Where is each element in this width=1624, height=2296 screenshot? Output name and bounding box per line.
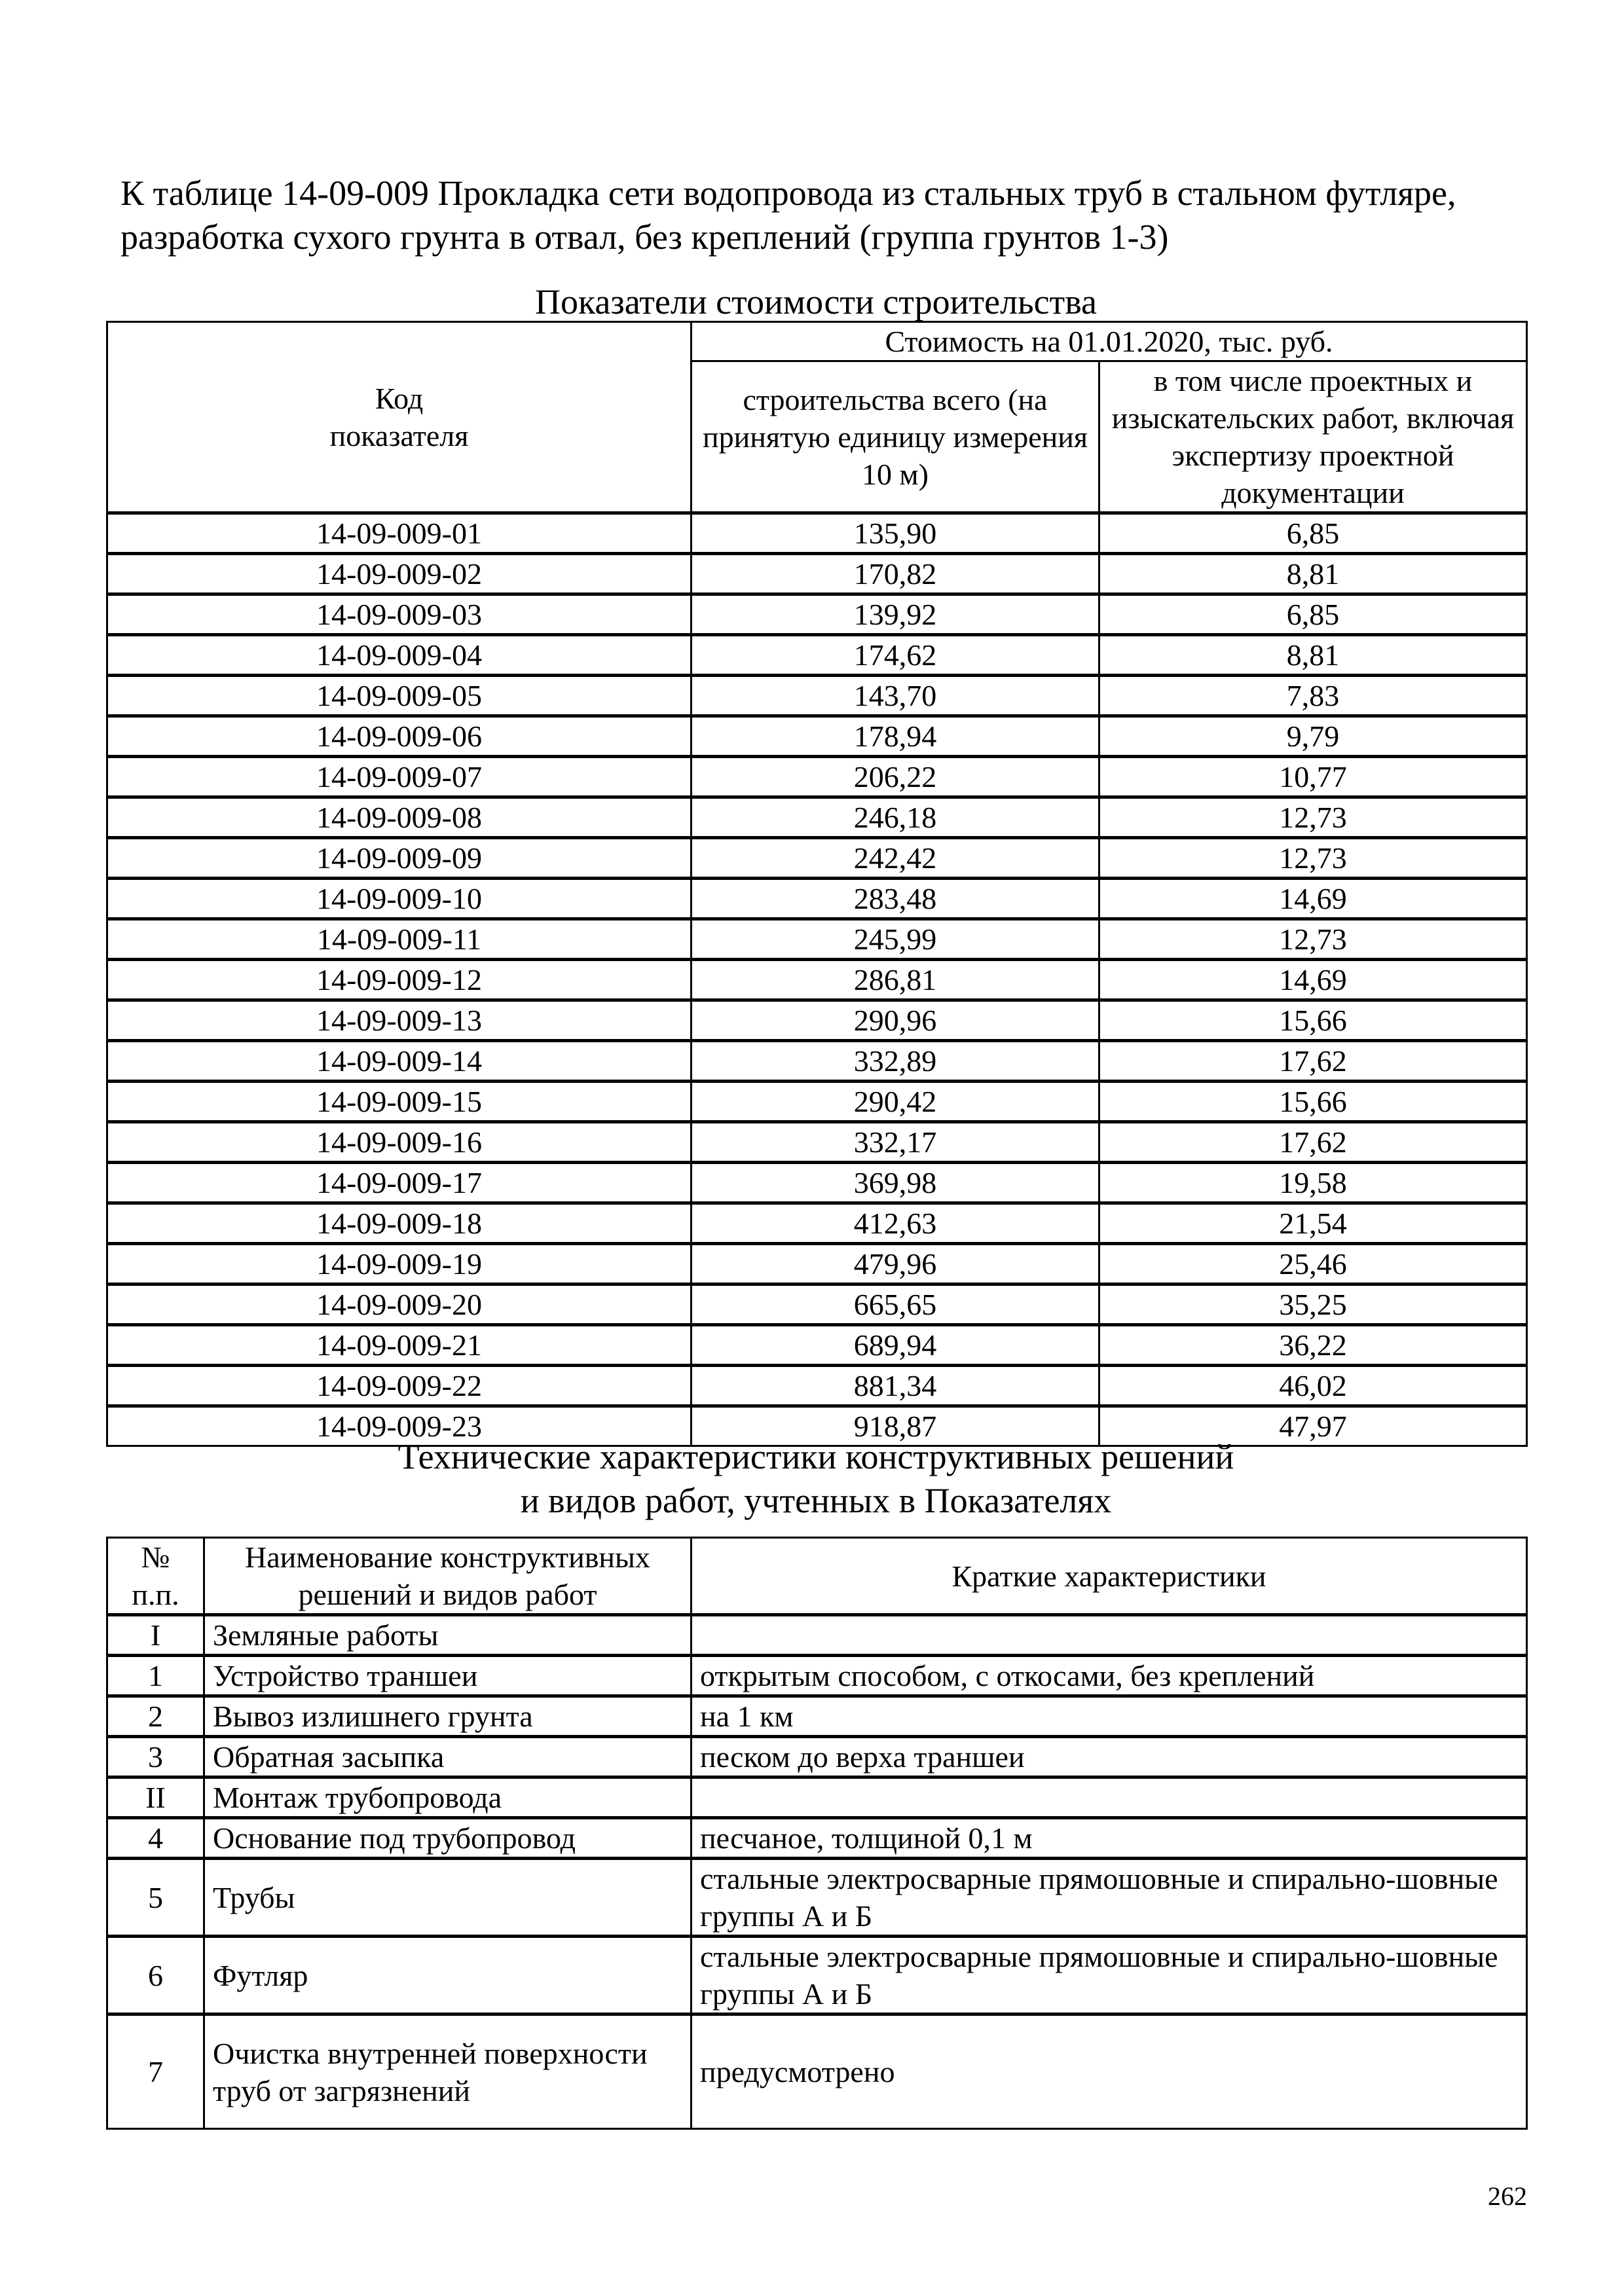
- cell-code: 14-09-009-18: [107, 1203, 692, 1244]
- table-row: [107, 1000, 1527, 1041]
- cell-code: 14-09-009-12: [107, 960, 692, 1000]
- cell-total: 143,70: [692, 676, 1099, 716]
- cell-design: 46,02: [1099, 1366, 1527, 1406]
- table-row: [107, 716, 1527, 757]
- cell-design: 35,25: [1099, 1285, 1527, 1325]
- cell-design: 36,22: [1099, 1325, 1527, 1366]
- cell-total: 135,90: [692, 513, 1099, 554]
- cell-desc: стальные электросварные прямошовные и спирально-шовные группы А и Б: [692, 1937, 1527, 2014]
- cell-total: 369,98: [692, 1163, 1099, 1203]
- cell-total: 170,82: [692, 554, 1099, 594]
- table-row: [107, 1696, 1527, 1737]
- cell-design: 12,73: [1099, 797, 1527, 838]
- cell-name: Трубы: [204, 1859, 692, 1937]
- header-code: [107, 322, 692, 513]
- cell-design: 17,62: [1099, 1041, 1527, 1082]
- cell-name: Футляр: [204, 1937, 692, 2014]
- cell-code: 14-09-009-06: [107, 716, 692, 757]
- cell-design: 8,81: [1099, 635, 1527, 676]
- cell-total: 479,96: [692, 1244, 1099, 1285]
- cell-total: 881,34: [692, 1366, 1099, 1406]
- cell-code: 14-09-009-20: [107, 1285, 692, 1325]
- cell-code: 14-09-009-04: [107, 635, 692, 676]
- cell-num: I: [107, 1615, 204, 1656]
- cell-design: 12,73: [1099, 919, 1527, 960]
- cell-code: 14-09-009-03: [107, 594, 692, 635]
- table-row: [107, 513, 1527, 554]
- cell-total: 332,17: [692, 1122, 1099, 1163]
- cell-code: 14-09-009-08: [107, 797, 692, 838]
- header-design-cost: в том числе проектных и изыскательских работ, включая экспертизу проектной документации: [1099, 361, 1527, 513]
- header-cost-group: Стоимость на 01.01.2020, тыс. руб.: [692, 322, 1527, 361]
- table-row: [107, 1041, 1527, 1082]
- table-row: [107, 1615, 1527, 1656]
- cell-code: 14-09-009-14: [107, 1041, 692, 1082]
- table-row: [107, 838, 1527, 879]
- header-num: [107, 1538, 204, 1615]
- cell-total: 246,18: [692, 797, 1099, 838]
- cell-design: 19,58: [1099, 1163, 1527, 1203]
- cell-code: 14-09-009-09: [107, 838, 692, 879]
- cell-num: 7: [107, 2014, 204, 2129]
- cell-design: 9,79: [1099, 716, 1527, 757]
- table-row: [107, 960, 1527, 1000]
- cell-code: 14-09-009-23: [107, 1406, 692, 1446]
- table-row: [107, 1818, 1527, 1859]
- cell-desc: песчаное, толщиной 0,1 м: [692, 1818, 1527, 1859]
- cell-total: 332,89: [692, 1041, 1099, 1082]
- page-number: 262: [1488, 2181, 1527, 2211]
- cell-total: 283,48: [692, 879, 1099, 919]
- table-row: [107, 635, 1527, 676]
- cell-code: 14-09-009-21: [107, 1325, 692, 1366]
- table-row: [107, 879, 1527, 919]
- cell-design: 10,77: [1099, 757, 1527, 797]
- table-row: [107, 1937, 1527, 2014]
- cell-design: 15,66: [1099, 1082, 1527, 1122]
- cell-design: 8,81: [1099, 554, 1527, 594]
- table-row: [107, 757, 1527, 797]
- cell-code: 14-09-009-19: [107, 1244, 692, 1285]
- header-desc: Краткие характеристики: [692, 1538, 1527, 1615]
- table-row: [107, 1285, 1527, 1325]
- header-num-label: № п.п.: [132, 1540, 179, 1611]
- cell-design: 6,85: [1099, 513, 1527, 554]
- cell-design: 47,97: [1099, 1406, 1527, 1446]
- cell-total: 290,42: [692, 1082, 1099, 1122]
- cell-total: 412,63: [692, 1203, 1099, 1244]
- table-row: [107, 797, 1527, 838]
- cell-num: II: [107, 1777, 204, 1818]
- cell-num: 4: [107, 1818, 204, 1859]
- cell-num: 6: [107, 1937, 204, 2014]
- cell-design: 14,69: [1099, 879, 1527, 919]
- cell-design: 6,85: [1099, 594, 1527, 635]
- header-code-label: Код показателя: [329, 382, 469, 452]
- cell-desc: песком до верха траншеи: [692, 1737, 1527, 1777]
- table-row: [107, 919, 1527, 960]
- tech-table-caption-line1: Технические характеристики конструктивных решений: [397, 1437, 1234, 1476]
- cell-name: Устройство траншеи: [204, 1656, 692, 1696]
- cell-code: 14-09-009-10: [107, 879, 692, 919]
- cell-desc: на 1 км: [692, 1696, 1527, 1737]
- cell-total: 206,22: [692, 757, 1099, 797]
- cell-code: 14-09-009-13: [107, 1000, 692, 1041]
- cell-name: Земляные работы: [204, 1615, 692, 1656]
- cell-desc: [692, 1777, 1527, 1818]
- cell-design: 14,69: [1099, 960, 1527, 1000]
- cell-num: 3: [107, 1737, 204, 1777]
- cell-code: 14-09-009-16: [107, 1122, 692, 1163]
- table-row: [107, 1737, 1527, 1777]
- cell-name: Вывоз излишнего грунта: [204, 1696, 692, 1737]
- cell-total: 689,94: [692, 1325, 1099, 1366]
- cell-design: 15,66: [1099, 1000, 1527, 1041]
- cell-name: Очистка внутренней поверхности труб от загрязнений: [204, 2014, 692, 2129]
- cell-num: 5: [107, 1859, 204, 1937]
- table-row: [107, 1859, 1527, 1937]
- table-row: [107, 1082, 1527, 1122]
- cell-num: 1: [107, 1656, 204, 1696]
- cost-table-caption: Показатели стоимости строительства: [534, 282, 1097, 321]
- cell-code: 14-09-009-15: [107, 1082, 692, 1122]
- table-row: [107, 1163, 1527, 1203]
- tech-table-caption-line2: и видов работ, учтенных в Показателях: [520, 1481, 1112, 1520]
- table-row: [107, 1366, 1527, 1406]
- cell-name: Монтаж трубопровода: [204, 1777, 692, 1818]
- cell-design: 21,54: [1099, 1203, 1527, 1244]
- cell-design: 25,46: [1099, 1244, 1527, 1285]
- cell-total: 245,99: [692, 919, 1099, 960]
- header-total-cost: строительства всего (на принятую единицу измерения 10 м): [692, 361, 1099, 513]
- cell-code: 14-09-009-07: [107, 757, 692, 797]
- cell-desc: открытым способом, с откосами, без креплений: [692, 1656, 1527, 1696]
- cell-design: 7,83: [1099, 676, 1527, 716]
- cell-design: 17,62: [1099, 1122, 1527, 1163]
- table-row: [107, 554, 1527, 594]
- cell-total: 178,94: [692, 716, 1099, 757]
- cell-total: 242,42: [692, 838, 1099, 879]
- cost-indicators-table: [106, 321, 1528, 1447]
- cell-total: 665,65: [692, 1285, 1099, 1325]
- cell-code: 14-09-009-22: [107, 1366, 692, 1406]
- table-row: [107, 676, 1527, 716]
- cell-desc: [692, 1615, 1527, 1656]
- cell-desc: предусмотрено: [692, 2014, 1527, 2129]
- table-row: [107, 2014, 1527, 2129]
- cell-code: 14-09-009-01: [107, 513, 692, 554]
- cell-design: 12,73: [1099, 838, 1527, 879]
- cell-total: 290,96: [692, 1000, 1099, 1041]
- cell-code: 14-09-009-02: [107, 554, 692, 594]
- technical-characteristics-table: [106, 1537, 1528, 2130]
- cell-code: 14-09-009-17: [107, 1163, 692, 1203]
- cell-name: Обратная засыпка: [204, 1737, 692, 1777]
- table-row: [107, 1777, 1527, 1818]
- cell-total: 918,87: [692, 1406, 1099, 1446]
- header-name: Наименование конструктивных решений и видов работ: [204, 1538, 692, 1615]
- cell-total: 286,81: [692, 960, 1099, 1000]
- table-row: [107, 1656, 1527, 1696]
- cell-code: 14-09-009-05: [107, 676, 692, 716]
- document-title: К таблице 14-09-009 Прокладка сети водопровода из стальных труб в стальном футляре, разработка сухого грунта в отвал, без креплений (группа грунтов 1-3): [120, 173, 1456, 257]
- cell-code: 14-09-009-11: [107, 919, 692, 960]
- table-row: [107, 1244, 1527, 1285]
- table-row: [107, 594, 1527, 635]
- cell-name: Основание под трубопровод: [204, 1818, 692, 1859]
- cell-total: 139,92: [692, 594, 1099, 635]
- table-row: [107, 1325, 1527, 1366]
- cell-total: 174,62: [692, 635, 1099, 676]
- cell-desc: стальные электросварные прямошовные и спирально-шовные группы А и Б: [692, 1859, 1527, 1937]
- table-row: [107, 1203, 1527, 1244]
- cell-num: 2: [107, 1696, 204, 1737]
- table-row: [107, 1122, 1527, 1163]
